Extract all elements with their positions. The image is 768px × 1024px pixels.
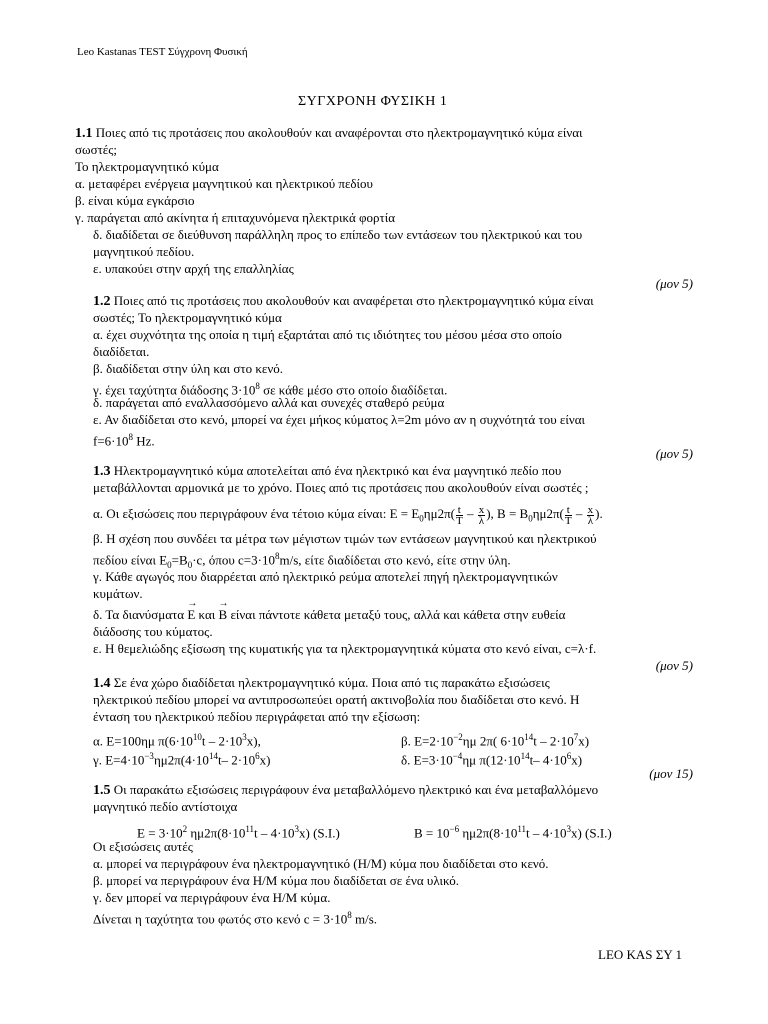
q3-d1-mid: και: [195, 607, 219, 622]
q1-line1: [75, 125, 583, 142]
q4-b-0: β. E=2·10: [401, 733, 454, 749]
q2-line1-text: Ποιες από τις προτάσεις που ακολουθούν και αναφέρεται στο ηλεκτρομαγνητικό κύμα είναι: [110, 293, 594, 308]
q4-a-4: x),: [246, 733, 261, 749]
q4-c-6: x): [259, 752, 271, 768]
q3-b2-sup: 8: [274, 551, 280, 561]
q2-c-pre: γ. έχει ταχύτητα διάδοσης 3·10: [93, 382, 256, 398]
q4-c-5: 6: [255, 751, 260, 761]
q5-eqB-6: x) (S.I.): [570, 825, 612, 841]
q3-d1-pre: δ. Τα διανύσματα: [93, 607, 188, 622]
q2-e2-pre: f=6·10: [93, 433, 129, 449]
q5-eqE-0: E = 3·10: [137, 825, 183, 841]
q1-option-a: α. μεταφέρει ενέργεια μαγνητικού και ηλεκτρικού πεδίου: [75, 176, 373, 191]
q4-option-d: [401, 748, 582, 768]
q2-option-d: δ. παράγεται από εναλλασσόμενο αλλά και συνεχές σταθερό ρεύμα: [93, 395, 445, 410]
q1-marks: (μον 5): [655, 276, 693, 291]
q5-option-c: γ. δεν μπορεί να περιγράφουν ένα Η/Μ κύμα.: [93, 890, 331, 905]
q4-c-2: ημ2π(4·10: [153, 752, 209, 768]
q3-a-minus: –: [463, 506, 477, 521]
q4-number: 1.4: [93, 676, 111, 691]
q1-option-c: γ. παράγεται από ακίνητα ή επιταχυνόμενα ηλεκτρικά φορτία: [75, 210, 396, 225]
q2-c-sup: 8: [255, 381, 260, 391]
q5-eqB-5: 3: [566, 824, 571, 834]
vector-B: → B: [219, 607, 228, 623]
q5-eqB-3: 11: [517, 824, 527, 834]
q2-e2-post: Hz.: [133, 433, 155, 449]
frac-num-t: t: [457, 503, 461, 516]
q1-option-b: β. είναι κύμα εγκάρσιο: [75, 193, 195, 208]
page-footer: LEO KAS ΣΥ 1: [598, 947, 682, 962]
q4-c-1: −3: [144, 751, 154, 761]
q4-a-0: α. E=100ημ π(6·10: [93, 733, 193, 749]
q2-option-b: β. διαδίδεται στην ύλη και στο κενό.: [93, 361, 283, 376]
q4-b-5: 7: [573, 732, 579, 742]
q4-c-3: 14: [208, 751, 218, 761]
q4-c-0: γ. E=4·10: [93, 752, 145, 768]
q2-option-a-line1: α. έχει συχνότητα της οποία η τιμή εξαρτάται από τις ιδιότητες του μέσου μέσα στο οποίο: [93, 327, 562, 342]
frac-den-lambda: λ: [478, 514, 485, 527]
fraction-x-over-lambda-b: [587, 505, 595, 526]
q5-given-pre: Δίνεται η ταχύτητα του φωτός στο κενό c = 3·10: [93, 911, 348, 927]
q3-marks: (μον 5): [655, 658, 693, 673]
q4-d-3: 14: [520, 751, 530, 761]
q1-line2: σωστές;: [75, 142, 118, 157]
frac-num-t-b: t: [566, 503, 570, 516]
q3-b2-post: m/s, είτε διαδίδεται στο κενό, είτε στην ύλη.: [279, 552, 511, 568]
q4-b-2: ημ 2π( 6·10: [462, 733, 525, 749]
q1-option-e: ε. υπακούει στην αρχή της επαλληλίας: [93, 261, 294, 276]
q4-option-b: [401, 729, 589, 749]
q2-e2-sup: 8: [128, 432, 133, 442]
q5-eqE-3: 11: [245, 824, 255, 834]
q1-line1-text: Ποιες από τις προτάσεις που ακολουθούν και αναφέρονται στο ηλεκτρομαγνητικό κύμα είναι: [92, 125, 583, 140]
q2-marks: (μον 5): [655, 446, 693, 461]
q5-number: 1.5: [93, 783, 111, 798]
q3-b2-sub0-b: 0: [187, 559, 193, 570]
q3-a-sub0-b: 0: [528, 513, 533, 524]
q3-a-minus-b: –: [572, 506, 586, 521]
q3-option-a: [93, 503, 603, 530]
q1-option-d-line2: μαγνητικού πεδίου.: [93, 244, 195, 259]
q5-option-a: α. μπορεί να περιγράφουν ένα ηλεκτρομαγνητικό (Η/Μ) κύμα που διαδίδεται στο κενό.: [93, 856, 549, 871]
q4-a-2: t – 2·10: [201, 733, 243, 749]
q2-option-e-line1: ε. Αν διαδίδεται στο κενό, μπορεί να έχει μήκος κύματος λ=2m μόνο αν η συχνότητά του είναι: [93, 412, 586, 427]
q5-line3: Οι εξισώσεις αυτές: [93, 839, 193, 854]
q4-d-6: x): [571, 752, 583, 768]
fraction-t-over-T: [456, 505, 463, 526]
q5-line2: μαγνητικό πεδίο αντίστοιχα: [93, 799, 238, 814]
fraction-t-over-T-b: [565, 505, 572, 526]
frac-num-x: x: [478, 503, 485, 516]
q5-eqE-6: x) (S.I.): [298, 825, 340, 841]
q4-d-4: t– 4·10: [529, 752, 567, 768]
q4-b-6: x): [578, 733, 590, 749]
q3-a-text: α. Οι εξισώσεις που περιγράφουν ένα τέτοιο κύμα είναι: E = E: [93, 506, 420, 521]
q2-line2: σωστές; Το ηλεκτρομαγνητικό κύμα: [93, 310, 282, 325]
q3-line1: [93, 463, 561, 480]
q4-b-3: 14: [524, 732, 534, 742]
q2-line1: [93, 293, 594, 310]
q5-given-post: m/s.: [351, 911, 378, 927]
q5-eqB-0: B = 10: [414, 825, 450, 841]
q3-a-mid3: ημ2π(: [532, 506, 564, 521]
running-header: Leo Kastanas TEST Σύγχρονη Φυσική: [77, 46, 248, 58]
q3-b2-sub0: 0: [167, 559, 172, 570]
q4-option-c: [93, 748, 270, 768]
q4-b-1: −2: [453, 732, 463, 742]
q3-option-b-line1: β. Η σχέση που συνδέει τα μέτρα των μέγιστων τιμών των εντάσεων μαγνητικού και ηλεκτρικού: [93, 531, 597, 546]
q3-a-end: ).: [595, 506, 603, 521]
q4-c-4: t– 2·10: [217, 752, 256, 768]
frac-num-x-b: x: [587, 503, 594, 516]
q4-a-1: 10: [192, 732, 202, 742]
q4-line3: ένταση του ηλεκτρικού πεδίου περιγράφεται από την εξίσωση:: [93, 709, 421, 724]
q5-option-b: β. μπορεί να περιγράφουν ένα Η/Μ κύμα που διαδίδεται σε ένα υλικό.: [93, 873, 460, 888]
q5-eqE-1: 2: [182, 824, 188, 834]
q4-line1: [93, 675, 550, 692]
q5-eqE-5: 3: [294, 824, 299, 834]
q3-line1-text: Ηλεκτρομαγνητικό κύμα αποτελείται από ένα ηλεκτρικό και ένα μαγνητικό πεδίο που: [110, 463, 562, 478]
q1-number: 1.1: [75, 126, 93, 141]
q5-given-sup: 8: [347, 910, 352, 920]
q4-d-1: −4: [452, 751, 463, 761]
q4-marks: (μον 15): [649, 766, 693, 781]
frac-den-lambda-b: λ: [587, 514, 594, 527]
q5-eqE-4: t – 4·10: [254, 825, 295, 841]
q4-option-a: [93, 729, 261, 749]
q2-number: 1.2: [93, 294, 111, 309]
q5-eqE-2: ημ2π(8·10: [187, 825, 246, 841]
q2-option-e-line2: [93, 429, 155, 449]
q5-line1: [93, 782, 598, 799]
q5-eqB-2: ημ2π(8·10: [459, 825, 518, 841]
q3-a-mid2: ), B = B: [486, 506, 529, 521]
q4-d-5: 6: [566, 751, 572, 761]
q4-line1-text: Σε ένα χώρο διαδίδεται ηλεκτρομαγνητικό κύμα. Ποια από τις παρακάτω εξισώσεις: [110, 675, 550, 690]
q5-eqB-4: t – 4·10: [526, 825, 567, 841]
q5-eqB-1: −6: [449, 824, 460, 834]
q4-a-3: 3: [242, 732, 247, 742]
q1-option-d-line1: δ. διαδίδεται σε διεύθυνση παράλληλη προς το επίπεδο των εντάσεων του ηλεκτρικού και του: [93, 227, 583, 242]
q4-d-0: δ. E=3·10: [401, 752, 453, 768]
q3-number: 1.3: [93, 464, 111, 479]
q3-line2: μεταβάλλονται αρμονικά με το χρόνο. Ποιες από τις προτάσεις που ακολουθούν είναι σωστές ;: [93, 480, 589, 495]
q3-b2-mid: =B: [171, 552, 188, 568]
q3-option-e: ε. Η θεμελιώδης εξίσωση της κυματικής για τα ηλεκτρομαγνητικά κύματα στο κενό είναι, c=λ·f.: [93, 641, 597, 656]
q4-d-2: ημ π(12·10: [462, 752, 521, 768]
q3-d1-post: είναι πάντοτε κάθετα μεταξύ τους, αλλά και κάθετα στην ευθεία: [227, 607, 566, 622]
q5-equation-B: [414, 821, 612, 841]
frac-den-T-b: T: [564, 514, 572, 527]
q2-c-post: σε κάθε μέσο στο οποίο διαδίδεται.: [259, 382, 448, 398]
q2-option-a-line2: διαδίδεται.: [93, 344, 150, 359]
q3-b2-pre: πεδίου είναι E: [93, 552, 168, 568]
q3-b2-mid2: ·c, όπου c=3·10: [192, 552, 275, 568]
q3-option-c-line2: κυμάτων.: [93, 586, 143, 601]
q5-given: [93, 907, 377, 927]
page-title: ΣΥΓΧΡΟΝΗ ΦΥΣΙΚΗ 1: [298, 94, 448, 109]
q3-a-sub0: 0: [419, 513, 424, 524]
frac-den-T: T: [455, 514, 463, 527]
q4-b-4: t – 2·10: [533, 733, 574, 749]
q3-option-d-line2: διάδοσης του κύματος.: [93, 624, 213, 639]
q3-option-d-line1: [93, 607, 565, 623]
q3-a-mid1: ημ2π(: [423, 506, 455, 521]
vector-E: → E: [187, 607, 195, 623]
q5-line1-text: Οι παρακάτω εξισώσεις περιγράφουν ένα μεταβαλλόμενο ηλεκτρικό και ένα μεταβαλλόμενο: [110, 782, 599, 797]
q4-line2: ηλεκτρικού πεδίου μπορεί να αντιπροσωπεύει ορατή ακτινοβολία που διαδίδεται στο κενό. Η: [93, 692, 580, 707]
q1-line3: Το ηλεκτρομαγνητικό κύμα: [75, 159, 219, 174]
q3-option-c-line1: γ. Κάθε αγωγός που διαρρέεται από ηλεκτρικό ρεύμα αποτελεί πηγή ηλεκτρομαγνητικών: [93, 569, 558, 584]
fraction-x-over-lambda: [478, 505, 486, 526]
